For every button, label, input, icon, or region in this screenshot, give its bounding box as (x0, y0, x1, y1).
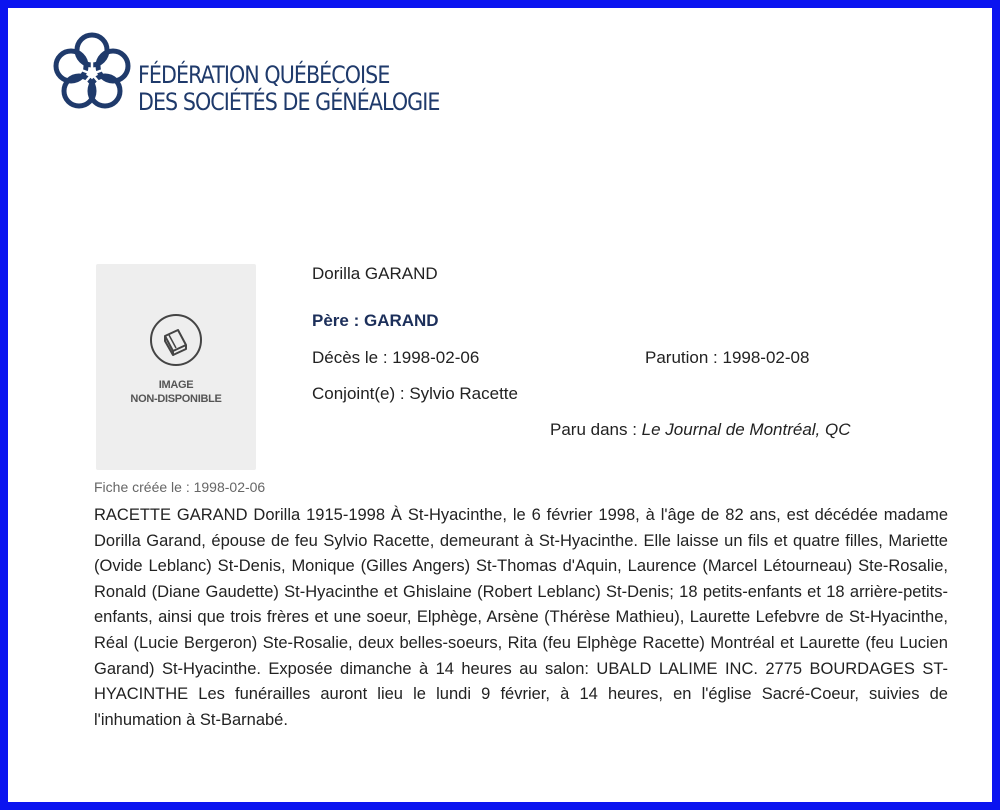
father-name: Père : GARAND (312, 311, 439, 330)
image-placeholder (96, 264, 256, 470)
flower-logo-icon (46, 26, 138, 118)
published-in-label: Paru dans : (550, 420, 642, 439)
book-icon (148, 312, 204, 368)
published-in (550, 420, 851, 440)
logo-line-1: FÉDÉRATION QUÉBÉCOISE (138, 61, 390, 89)
image-unavailable-line-2: NON-DISPONIBLE (130, 393, 222, 405)
federation-logo[interactable] (46, 26, 486, 122)
logo-text (138, 62, 439, 116)
record-created-date: Fiche créée le : 1998-02-06 (94, 479, 266, 495)
publication-date: Parution : 1998-02-08 (645, 348, 810, 367)
death-date: Décès le : 1998-02-06 (312, 348, 480, 367)
image-unavailable-line-1: IMAGE (158, 379, 194, 391)
obituary-text: RACETTE GARAND Dorilla 1915-1998 À St-Hyacinthe, le 6 février 1998, à l'âge de 82 ans, est décédée madame Dorilla Garand, épouse de feu Sylvio Racette, demeurant à St-Hyacinthe. Elle laisse un fils et quatre filles, Mariette (Ovide Leblanc) St-Denis, Monique (Gilles Angers) St-Thomas d'Aquin, Laurence (Marcel Létourneau) Ste-Rosalie, Ronald (Diane Gaudette) St-Hyacinthe et Ghislaine (Robert Leblanc) St-Denis; 18 petits-enfants et 18 arrière-petits-enfants, ainsi que trois frères et une soeur, Elphège, Arsène (Thérèse Mathieu), Laurette Lefebvre de St-Hyacinthe, Réal (Lucie Bergeron) Ste-Rosalie, deux belles-soeurs, Rita (feu Elphège Racette) Montréal et Laurette (feu Lucien Garand) St-Hyacinthe. Exposée dimanche à 14 heures au salon: UBALD LALIME INC. 2775 BOURDAGES ST-HYACINTHE Les funérailles auront lieu le lundi 9 février, à 14 heures, en l'église Sacré-Coeur, suivies de l'inhumation à St-Barnabé. (94, 506, 948, 729)
image-unavailable-label (96, 378, 256, 406)
logo-line-2: DES SOCIÉTÉS DE GÉNÉALOGIE (138, 88, 440, 116)
published-in-source: Le Journal de Montréal, QC (641, 420, 851, 439)
spouse: Conjoint(e) : Sylvio Racette (312, 384, 518, 403)
deceased-name: Dorilla GARAND (312, 264, 438, 283)
